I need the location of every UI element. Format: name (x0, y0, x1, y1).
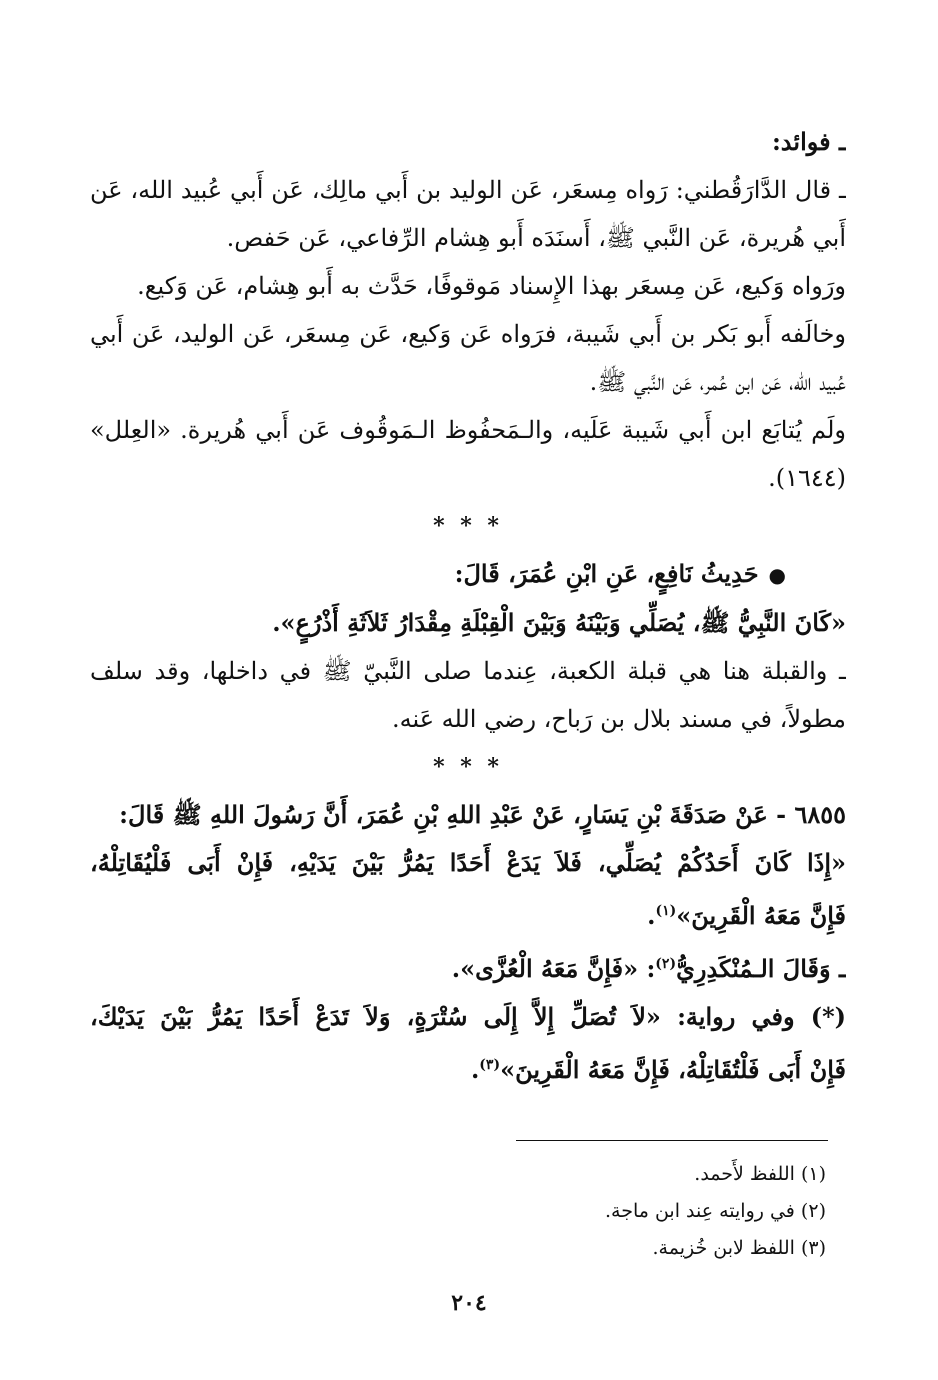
riwaya-line-2-text: فَإِنْ أَبَى فَلْتُقَاتِلْهُ، فَإِنَّ مَعَهُ الْقَرِينَ» (500, 1055, 846, 1084)
footnote-2: (٢) في روايته عِند ابن ماجة. (604, 1200, 826, 1222)
footnote-1: (١) اللفظ لأَحمد. (694, 1163, 826, 1185)
footnotes (90, 1156, 826, 1267)
nafi-comment-line-2: مطولاً، في مسند بلال بن رَباح، رضي الله عَنه. (391, 705, 846, 733)
munkadiri-text: : «فَإِنَّ مَعَهُ الْعُزَّى». (451, 954, 656, 983)
footnote-3: (٣) اللفظ لابن خُزيمة. (652, 1237, 826, 1259)
hadith-6855-line-3-text: فَإِنَّ مَعَهُ الْقَرِينَ» (676, 901, 846, 930)
hadith-6855-line-2: «إِذَا كَانَ أَحَدُكُمْ يُصَلِّي، فَلاَ يَدَعْ أَحَدًا يَمُرُّ بَيْنَ يَدَيْهِ، فَإِنْ أَبَى فَلْيُقَاتِلْهُ، (90, 848, 846, 877)
daraqutni-line-1: ـ قال الدَّارَقُطني: رَواه مِسعَر، عَن الوليد بن أَبي مالِك، عَن أَبي عُبيد الله، عَن (90, 176, 846, 204)
footnote-divider (516, 1140, 828, 1141)
daraqutni-line-3: ورَواه وَكيع، عَن مِسعَر بهذا الإِسناد مَوقوفًا، حَدَّث به أَبو هِشام، عَن وَكيع. (137, 272, 846, 300)
main-text (90, 118, 846, 1094)
nafi-hadith-heading (90, 550, 846, 599)
riwaya-line-2-end: . (470, 1055, 480, 1084)
section-title: ـ فوائد: (771, 127, 846, 156)
riwaya-line-2 (90, 1041, 846, 1094)
daraqutni-line-4: وخالَفه أَبو بَكر بن أَبي شَيبة، فرَواه عَن وَكيع، عَن مِسعَر، عَن الوليد، عَن أَبي (90, 320, 846, 348)
footnote-ref-2: (٢) (655, 956, 677, 972)
daraqutni-line-5: عُبيد الله، عَن ابن عُمر، عَن النَّبي ﷺ. (589, 368, 846, 396)
munkadiri-label: ـ وَقَالَ الـمُنْكَدِرِيُّ (676, 954, 846, 983)
footnote-ref-1: (١) (655, 903, 677, 919)
daraqutni-line-7: (١٦٤٤). (768, 464, 846, 492)
hadith-6855-line-1: ٦٨٥٥ - عَنْ صَدَقَةَ بْنِ يَسَارٍ، عَنْ عَبْدِ اللهِ بْنِ عُمَرَ، أَنَّ رَسُولَ اللهِ ﷺ قَالَ: (119, 800, 846, 829)
bullet-icon: ● (768, 563, 786, 587)
section-separator: * * * (433, 513, 503, 539)
riwaya-line-1: (*) وفي رواية: «لاَ تُصَلِّ إِلاَّ إِلَى سُتْرَةٍ، وَلاَ تَدَعْ أَحَدًا يَمُرُّ بَيْنَ يَدَيْكَ، (90, 1002, 846, 1031)
daraqutni-line-2: أَبي هُريرة، عَن النَّبي ﷺ، أَسنَدَه أَبو هِشام الرِّفاعي، عَن حَفص. (226, 224, 846, 252)
nafi-heading-text: حَدِيثُ نَافِعٍ، عَنِ ابْنِ عُمَرَ، قَالَ: (454, 559, 759, 588)
section-separator-2: * * * (433, 754, 503, 780)
nafi-comment-line-1: ـ والقبلة هنا هي قبلة الكعبة، عِندما صلى النَّبيّ ﷺ في داخلها، وقد سلف (90, 657, 846, 685)
daraqutni-line-6: ولَم يُتابَع ابن أَبي شَيبة عَلَيه، والـمَحفُوظ الـمَوقُوف عَن أَبي هُريرة. «العِلل» (90, 416, 846, 444)
hadith-6855-line-3 (90, 887, 846, 940)
page-number: ٢٠٤ (451, 1290, 487, 1316)
hadith-6855-line-3-end: . (647, 901, 656, 930)
nafi-hadith-text: «كَانَ النَّبِيُّ ﷺ، يُصَلِّي وَبَيْنَهُ وَبَيْنَ الْقِبْلَةِ مِقْدَارُ ثَلاَثَةِ أَذْرُعٍ». (272, 608, 846, 637)
footnote-ref-3: (٣) (479, 1057, 501, 1073)
munkadiri-variant (90, 940, 846, 993)
